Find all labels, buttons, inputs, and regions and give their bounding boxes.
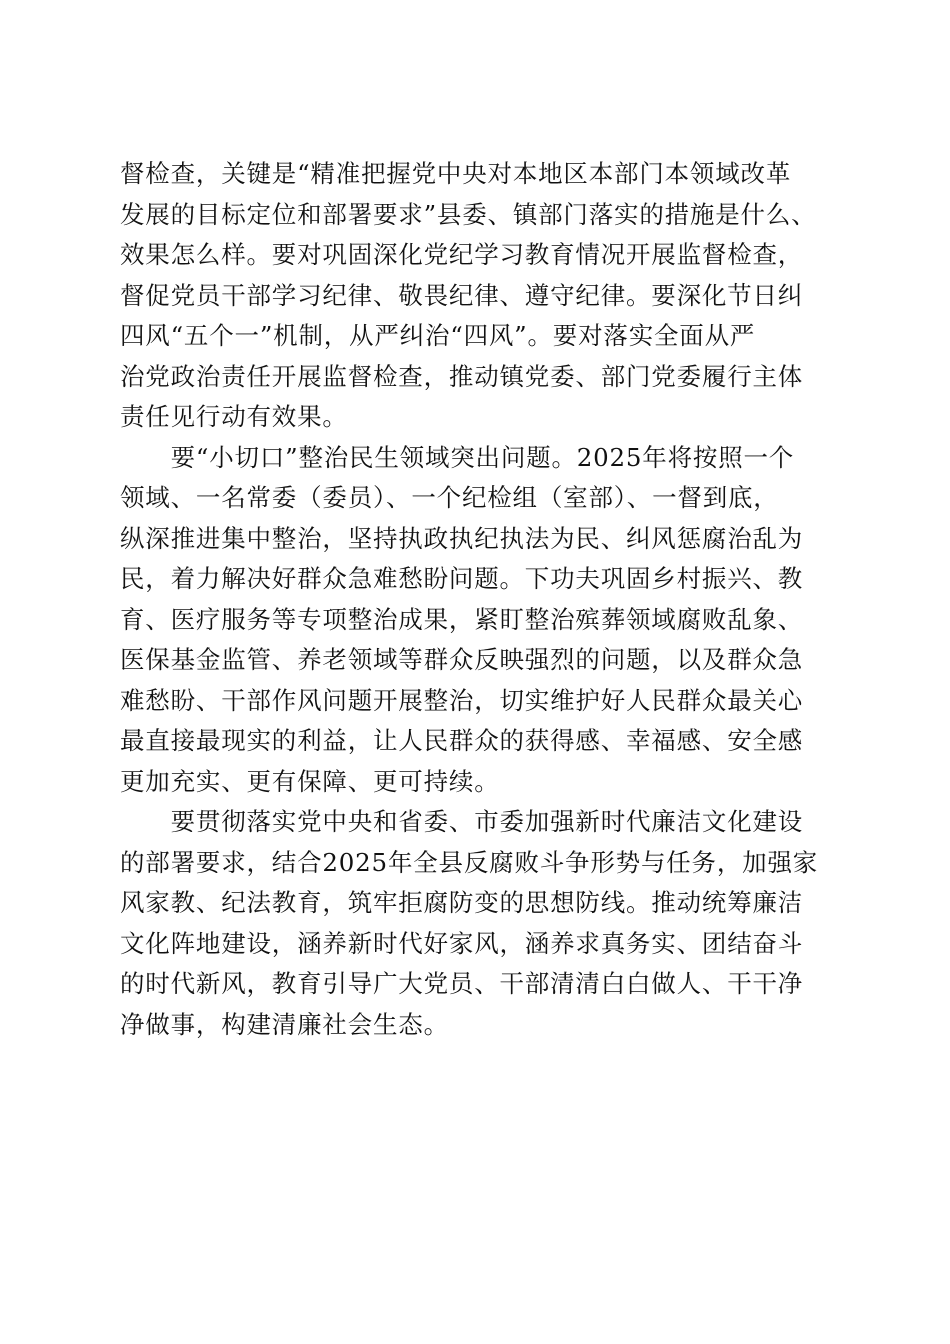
text-line: 要贯彻落实党中央和省委、市委加强新时代廉洁文化建设 bbox=[120, 807, 804, 836]
text-line: 四风“五个一”机制，从严纠治“四风”。要对落实全面从严 bbox=[120, 321, 756, 350]
text-line: 育、医疗服务等专项整治成果，紧盯整治殡葬领域腐败乱象、 bbox=[120, 604, 804, 634]
text-line: 文化阵地建设，涵养新时代好家风，涵养求真务实、团结奋斗 bbox=[120, 928, 804, 958]
document-body bbox=[120, 154, 840, 1045]
text-line: 更加充实、更有保障、更可持续。 bbox=[120, 766, 500, 796]
text-line: 最直接最现实的利益，让人民群众的获得感、幸福感、安全感 bbox=[120, 726, 804, 755]
text-line: 纵深推进集中整治，坚持执政执纪执法为民、纠风惩腐治乱为 bbox=[120, 523, 804, 553]
text-line: 效果怎么样。要对巩固深化党纪学习教育情况开展监督检查， bbox=[120, 240, 804, 269]
text-line: 风家教、纪法教育，筑牢拒腐防变的思想防线。推动统筹廉洁 bbox=[120, 888, 804, 917]
text-line: 督促党员干部学习纪律、敬畏纪律、遵守纪律。要深化节日纠 bbox=[120, 280, 804, 310]
text-line: 难愁盼、干部作风问题开展整治，切实维护好人民群众最关心 bbox=[120, 685, 804, 715]
text-line: 净做事，构建清廉社会生态。 bbox=[120, 1009, 449, 1039]
text-line: 发展的目标定位和部署要求”县委、镇部门落实的措施是什么、 bbox=[120, 199, 817, 229]
text-line: 的部署要求，结合2025年全县反腐败斗争形势与任务，加强家 bbox=[120, 847, 819, 877]
text-line: 的时代新风，教育引导广大党员、干部清清白白做人、干干净 bbox=[120, 969, 804, 998]
text-line: 民，着力解决好群众急难愁盼问题。下功夫巩固乡村振兴、教 bbox=[120, 564, 804, 593]
text-line: 督检查，关键是“精准把握党中央对本地区本部门本领域改革 bbox=[120, 159, 792, 188]
text-line: 治党政治责任开展监督检查，推动镇党委、部门党委履行主体 bbox=[120, 361, 804, 391]
text-line: 责任见行动有效果。 bbox=[120, 402, 348, 431]
text-line: 领域、一名常委（委员）、一个纪检组（室部）、一督到底， bbox=[120, 483, 779, 512]
text-line: 医保基金监管、养老领域等群众反映强烈的问题，以及群众急 bbox=[120, 645, 804, 674]
text-line: 要“小切口”整治民生领域突出问题。2025年将按照一个 bbox=[120, 442, 795, 472]
